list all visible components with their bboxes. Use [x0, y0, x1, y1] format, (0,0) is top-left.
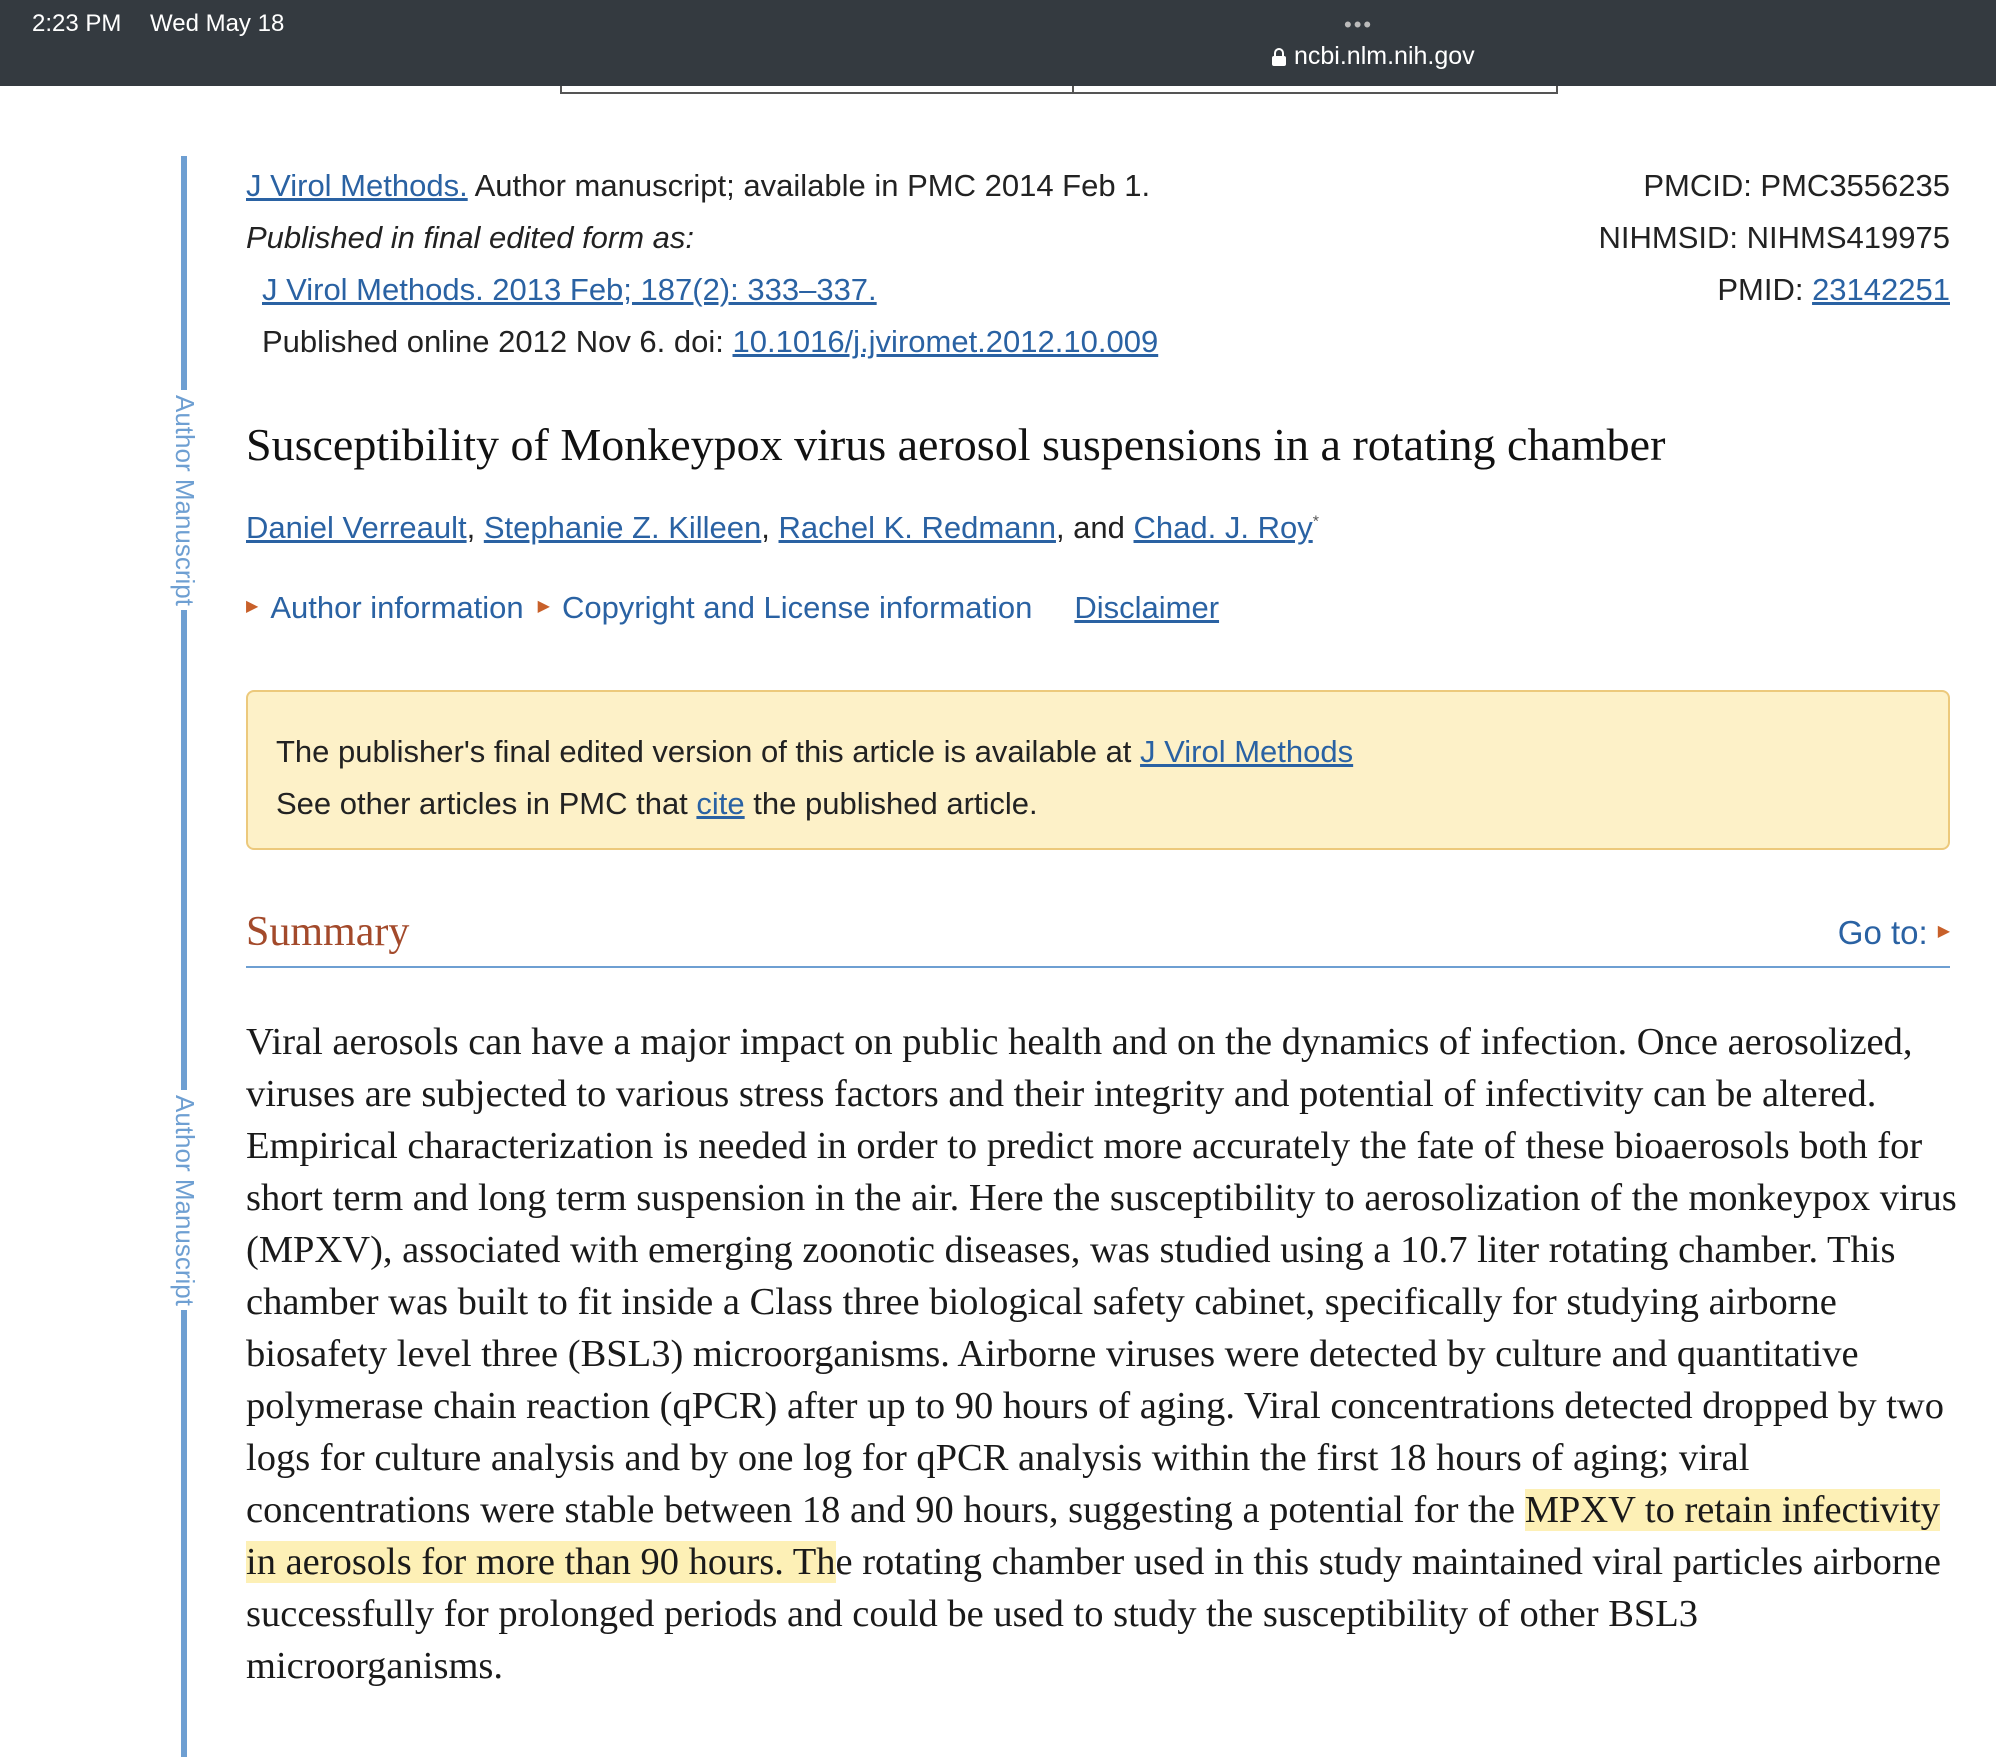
publisher-version-link[interactable]: J Virol Methods	[1140, 734, 1354, 769]
author-information-link[interactable]: Author information	[270, 590, 524, 625]
nihmsid: NIHMSID: NIHMS419975	[1598, 220, 1950, 255]
highlighted-text[interactable]: MPXV to retain infectivity in aerosols for more than 90 hours. Th	[246, 1489, 1940, 1583]
triangle-right-icon: ▶	[537, 598, 550, 615]
author-manuscript-label: Author Manuscript	[168, 390, 202, 610]
availability-text: Author manuscript; available in PMC 2014 Feb 1.	[467, 168, 1151, 203]
author-manuscript-label-2: Author Manuscript	[168, 1090, 202, 1310]
citation-block	[246, 160, 1158, 368]
published-final-label: Published in final edited form as:	[246, 220, 695, 255]
corresponding-mark: *	[1312, 513, 1319, 531]
lock-icon	[1272, 48, 1286, 66]
author-link[interactable]: Daniel Verreault	[246, 510, 467, 545]
info-links	[246, 590, 1219, 626]
goto-button[interactable]: Go to: ▶	[1837, 914, 1950, 951]
published-online-text: Published online 2012 Nov 6. doi:	[262, 324, 733, 359]
pmid-link[interactable]: 23142251	[1812, 272, 1950, 307]
author-list: Daniel Verreault, Stephanie Z. Killeen, Rachel K. Redmann, and Chad. J. Roy*	[246, 510, 1319, 545]
status-date: Wed May 18	[150, 10, 285, 37]
author-link[interactable]: Chad. J. Roy	[1133, 510, 1313, 545]
url-text: ncbi.nlm.nih.gov	[1294, 42, 1475, 70]
doi-link[interactable]: 10.1016/j.jviromet.2012.10.009	[732, 324, 1159, 359]
section-title: Summary	[246, 909, 410, 955]
status-bar	[0, 0, 1996, 86]
disclaimer-link[interactable]: Disclaimer	[1074, 590, 1220, 625]
citation-link[interactable]: J Virol Methods. 2013 Feb; 187(2): 333–337.	[262, 272, 877, 307]
article-title: Susceptibility of Monkeypox virus aerosol suspensions in a rotating chamber	[246, 419, 1666, 470]
triangle-right-icon: ▶	[246, 598, 259, 615]
address-bar[interactable]	[1272, 42, 1475, 71]
publisher-notice: The publisher's final edited version of this article is available at J Virol Methods See other articles in PMC that cite the published article.	[246, 690, 1950, 850]
status-time: 2:23 PM	[32, 10, 122, 37]
author-link[interactable]: Rachel K. Redmann	[778, 510, 1056, 545]
identifiers-block	[1599, 160, 1950, 316]
pmid-label: PMID:	[1717, 272, 1813, 307]
copyright-license-link[interactable]: Copyright and License information	[561, 590, 1033, 625]
triangle-right-icon: ▶	[1937, 923, 1950, 940]
pmcid: PMCID: PMC3556235	[1643, 168, 1950, 203]
summary-text: Viral aerosols can have a major impact on public health and on the dynamics of infection. Once aerosolized, viruses are subjected to various stress factors and their integrity and potential of infectivity can be altered. Empirical characterization is needed in order to predict more accurately the fate of these bioaerosols both for short term and long term suspension in the air. Here the susceptibility to aerosolization of the monkeypox virus (MPXV), associated with emerging zoonotic diseases, was studied using a 10.7 liter rotating chamber. This chamber was built to fit inside a Class three biological safety cabinet, specifically for studying airborne biosafety level three (BSL3) microorganisms. Airborne viruses were detected by culture and quantitative polymerase chain reaction (qPCR) after up to 90 hours of aging. Viral concentrations detected dropped by two logs for culture analysis and by one log for qPCR analysis within the first 18 hours of aging; viral concentrations were stable between 18 and 90 hours, suggesting a potential for the MPXV to retain infectivity in aerosols for more than 90 hours. The rotating chamber used in this study maintained viral particles airborne successfully for prolonged periods and could be used to study the susceptibility of other BSL3 microorganisms.	[246, 1021, 1957, 1687]
more-dots-icon[interactable]: •••	[1344, 12, 1374, 37]
cite-link[interactable]: cite	[696, 786, 745, 821]
partial-nav-bar	[560, 86, 1558, 94]
summary-section-header	[246, 908, 1950, 968]
author-link[interactable]: Stephanie Z. Killeen	[483, 510, 762, 545]
journal-link[interactable]: J Virol Methods.	[246, 168, 468, 203]
